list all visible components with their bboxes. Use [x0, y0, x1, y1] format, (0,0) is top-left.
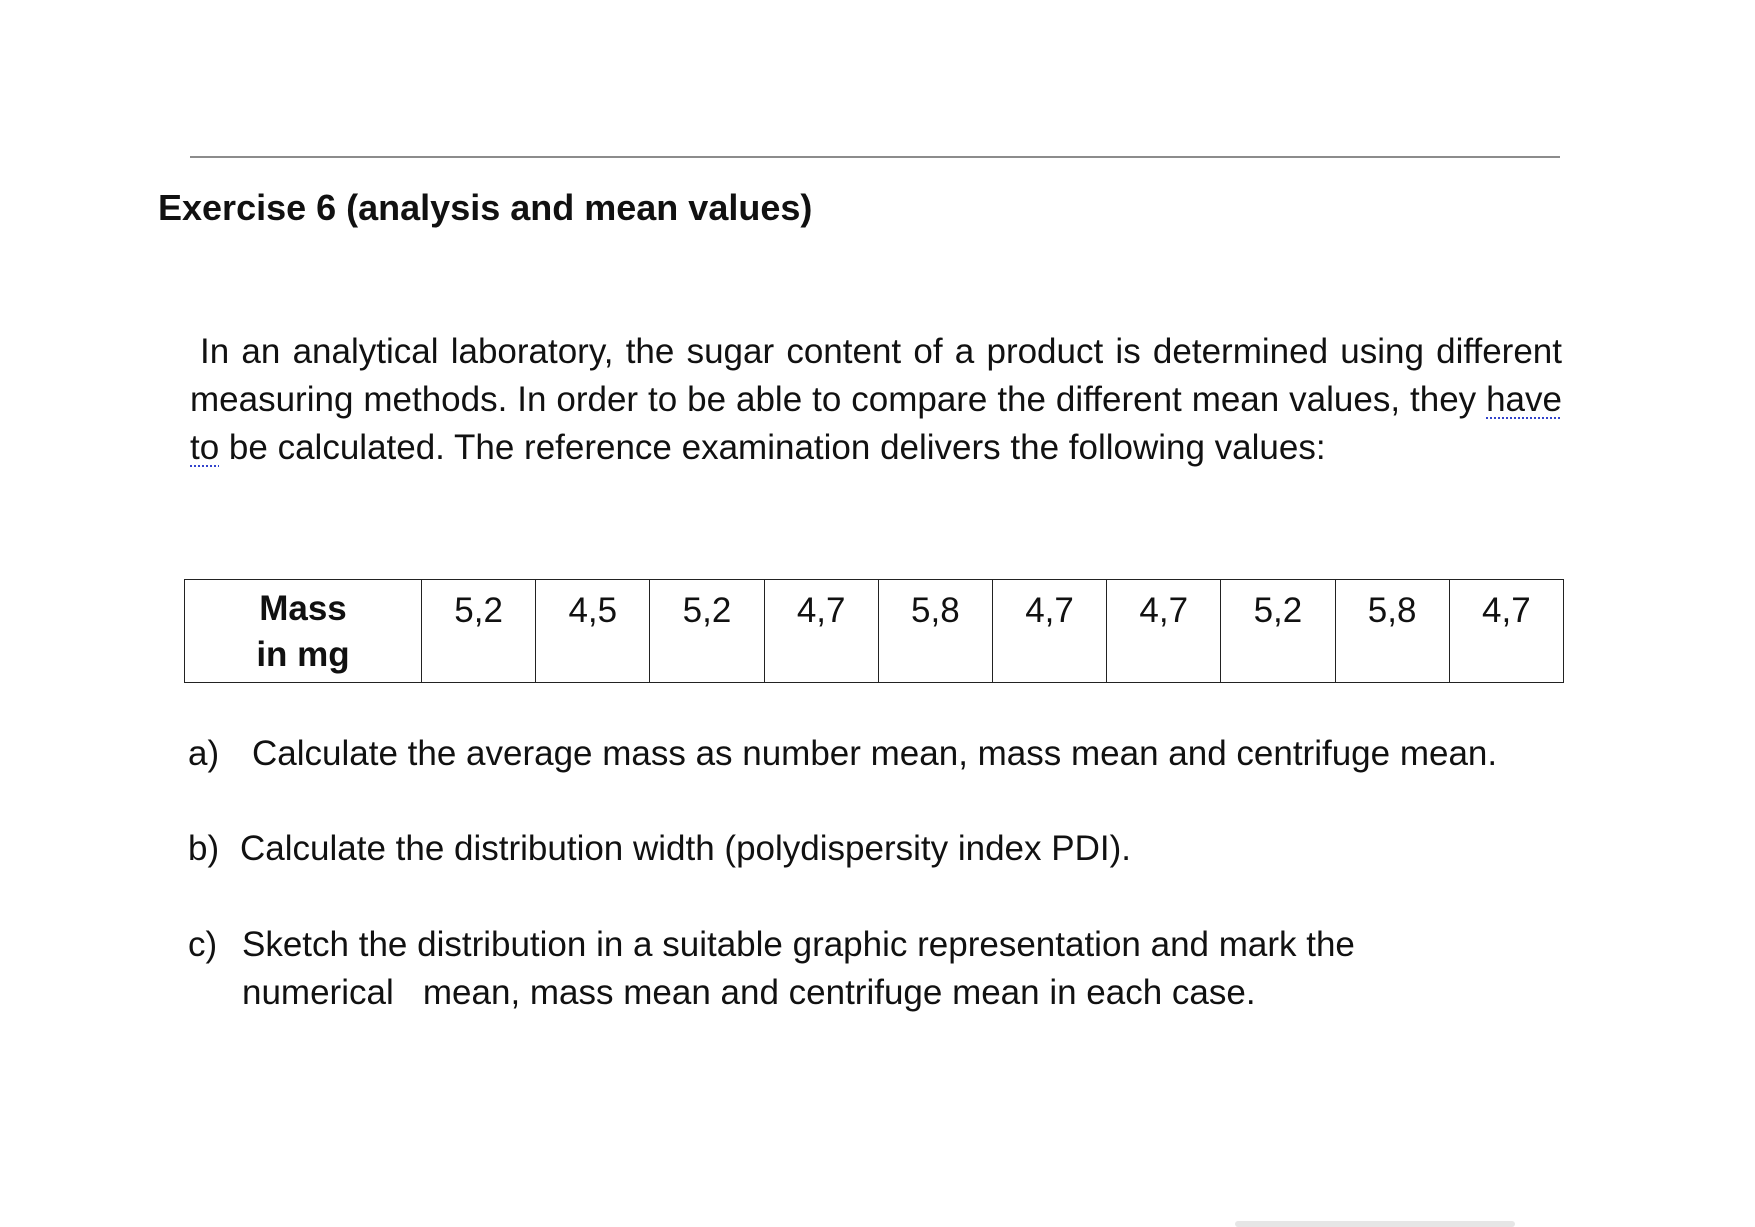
table-value-cell: 5,2	[650, 580, 764, 683]
table-value-cell: 4,5	[536, 580, 650, 683]
table-value-cell: 5,8	[878, 580, 992, 683]
question-c	[188, 921, 1355, 1017]
table-value-cell: 4,7	[1107, 580, 1221, 683]
header-divider	[190, 156, 1560, 158]
intro-marked-phrase: have to	[190, 380, 1562, 467]
question-a-marker: a)	[188, 734, 220, 773]
question-c-line2: numerical mean, mass mean and centrifuge mean in each case.	[242, 973, 1256, 1012]
table-value-cell: 5,2	[1221, 580, 1335, 683]
intro-text-start: In an analytical laboratory, the sugar content of a product is determined using different measuring methods. In order to be able to compare the different mean values, they	[190, 332, 1562, 419]
question-b-marker: b)	[188, 829, 220, 868]
header-line-mass: Mass	[259, 589, 347, 628]
question-b-text: Calculate the distribution width (polydispersity index PDI).	[240, 829, 1131, 868]
table-header-cell	[185, 580, 422, 683]
exercise-title: Exercise 6 (analysis and mean values)	[158, 187, 813, 228]
question-a	[188, 730, 1497, 778]
question-b	[188, 825, 1131, 873]
intro-paragraph	[190, 328, 1562, 472]
table-row	[185, 580, 1564, 683]
intro-text-end: be calculated. The reference examination delivers the following values:	[219, 428, 1326, 467]
scan-artifact	[1235, 1221, 1515, 1227]
table-value-cell: 5,2	[422, 580, 536, 683]
table-value-cell: 4,7	[764, 580, 878, 683]
table-value-cell: 4,7	[992, 580, 1106, 683]
table-value-cell: 5,8	[1335, 580, 1449, 683]
question-a-text: Calculate the average mass as number mean, mass mean and centrifuge mean.	[252, 734, 1498, 773]
header-line-unit: in mg	[256, 635, 350, 674]
question-c-line1: Sketch the distribution in a suitable graphic representation and mark the	[242, 925, 1355, 964]
mass-values-table	[184, 579, 1564, 683]
table-value-cell: 4,7	[1449, 580, 1563, 683]
question-c-marker: c)	[188, 925, 218, 964]
